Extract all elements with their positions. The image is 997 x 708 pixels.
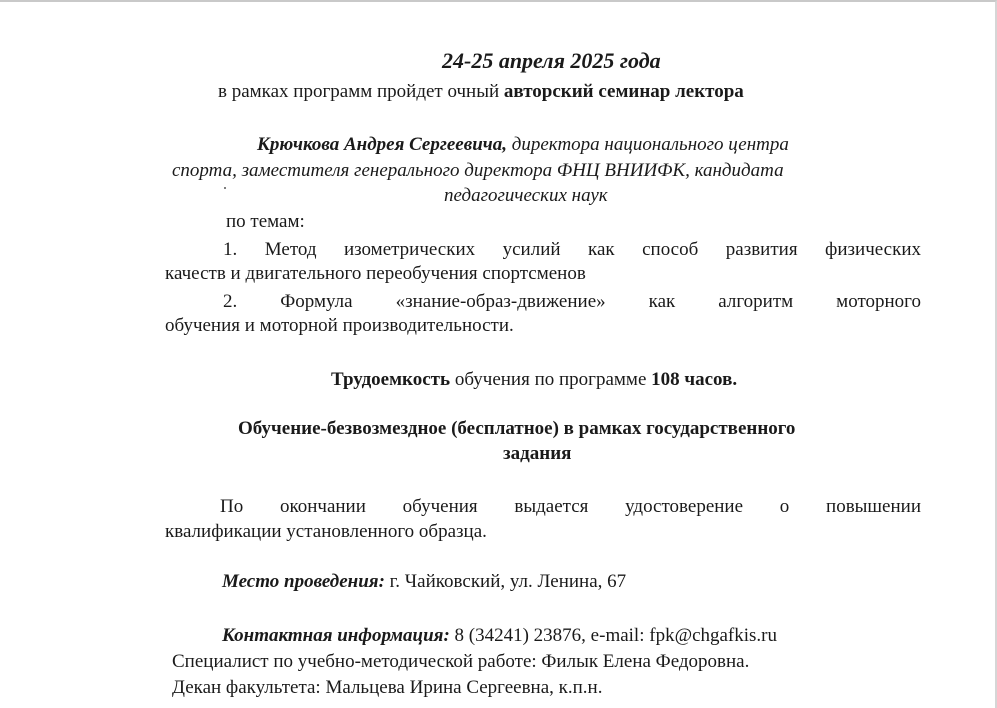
contacts-line [222,624,777,648]
workload-hours: 108 часов. [651,369,738,390]
contacts-label: Контактная информация: [222,625,450,646]
free-line-1: Обучение-безвозмездное (бесплатное) в рамках государственного [238,418,796,439]
topic-2-line-1: 2. Формула «знание-образ-движение» как алгоритм моторного [223,291,921,312]
lecturer-desc-1: директора национального центра [507,134,789,155]
intro-line [218,80,744,104]
topic-2-line-2: обучения и моторной производительности. [165,315,514,336]
topic-1-line-1: 1. Метод изометрических усилий как способ развития физических [223,239,921,260]
workload-label: Трудоемкость [331,369,451,390]
scan-speck [224,187,226,189]
venue-value: г. Чайковский, ул. Ленина, 67 [384,571,627,592]
free-line-2: задания [503,443,572,464]
topics-label: по темам: [226,211,305,232]
certificate-line-2: квалификации установленного образца. [165,521,487,542]
lecturer-line-2: спорта, заместителя генерального директора ФНЦ ВНИИФК, кандидата [172,160,784,181]
contacts-value: 8 (34241) 23876, e-mail: fpk@chgafkis.ru [449,625,778,646]
certificate-line-1: По окончании обучения выдается удостоверение о повышении [220,496,921,517]
contacts-dean: Декан факультета: Мальцева Ирина Сергеевна, к.п.н. [172,677,603,698]
workload-plain: обучения по программе [450,369,652,390]
venue-label: Место проведения: [222,571,385,592]
intro-plain: в рамках программ пройдет очный [218,81,504,102]
intro-bold: авторский семинар лектора [503,81,744,102]
workload-line [331,368,737,392]
lecturer-name: Крючкова Андрея Сергеевича, [257,134,508,155]
venue-line [222,570,626,594]
contacts-specialist: Специалист по учебно-методической работе: Филык Елена Федоровна. [172,651,750,672]
event-date: 24-25 апреля 2025 года [442,48,661,73]
topic-1-line-2: качеств и двигательного переобучения спортсменов [165,263,586,284]
lecturer-line-1 [257,133,789,157]
lecturer-line-3: педагогических наук [444,185,608,206]
